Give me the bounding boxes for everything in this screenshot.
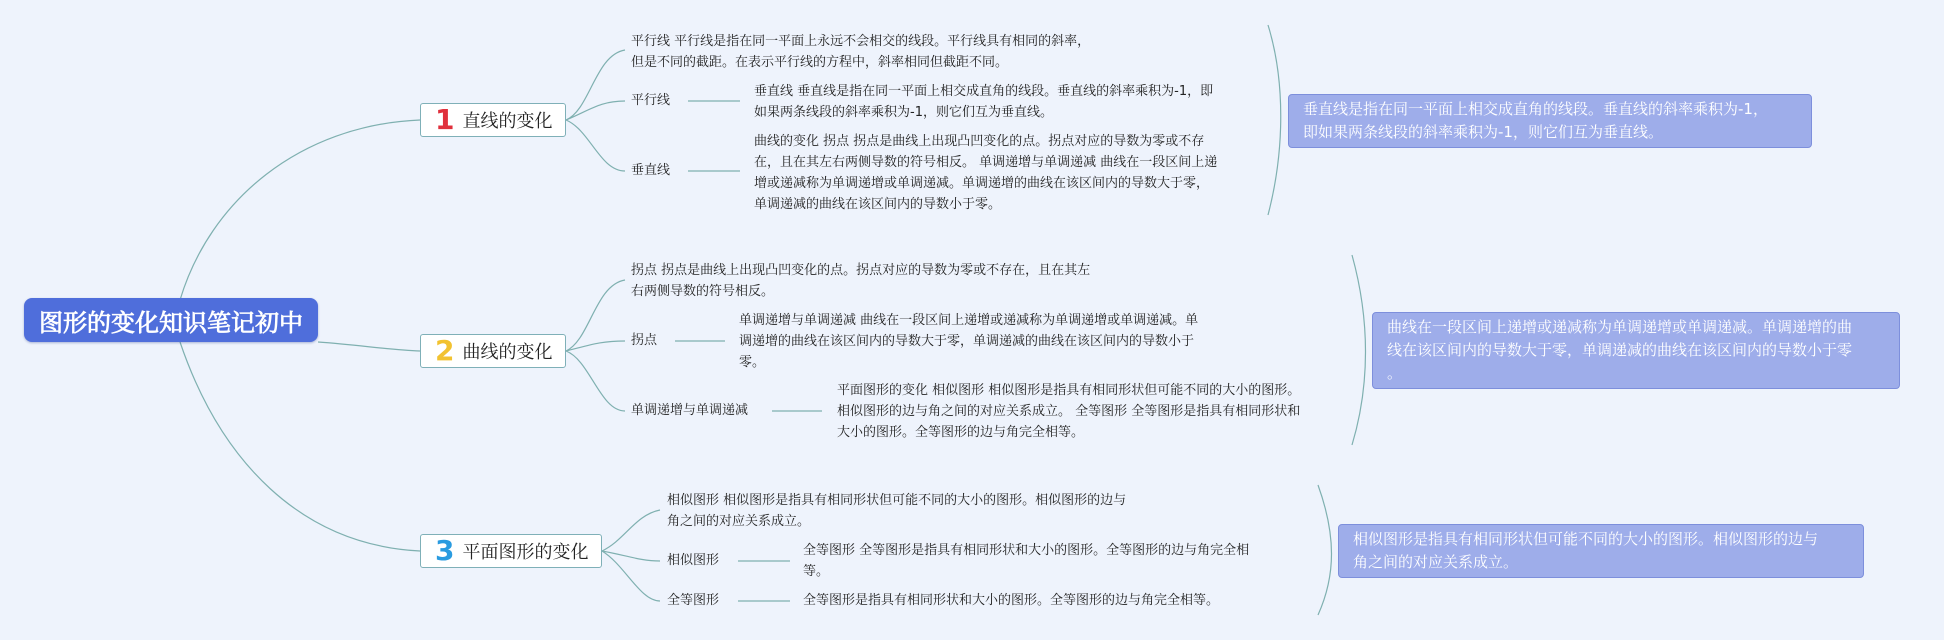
branch-2-item-2-label: 单调递增与单调递减 xyxy=(631,403,749,418)
connector-b3-item1 xyxy=(602,551,660,561)
connector-b1-item1 xyxy=(566,101,625,120)
branch-node-1[interactable] xyxy=(420,103,566,137)
connector-b1-top xyxy=(566,50,625,120)
branch-2-top-text: 拐点 拐点是曲线上出现凸凹变化的点。拐点对应的导数为零或不存在，且在其左 右两侧导数的符号相反。 xyxy=(631,263,1091,299)
branch-3-top-text: 相似图形 相似图形是指具有相同形状但可能不同的大小的图形。相似图形的边与 角之间的对应关系成立。 xyxy=(667,493,1127,529)
branch-label-3: 平面图形的变化 xyxy=(462,542,589,563)
branch-3-item-1-text: 全等图形 全等图形是指具有相同形状和大小的图形。全等图形的边与角完全相 等。 xyxy=(803,543,1250,579)
branch-3-item-2-label: 全等图形 xyxy=(667,593,720,608)
summary-box-2[interactable]: 曲线在一段区间上递增或递减称为单调递增或单调递减。单调递增的曲 线在该区间内的导数大于零，单调递减的曲线在该区间内的导数小于零 。 xyxy=(1372,312,1900,389)
summary-box-1[interactable]: 垂直线是指在同一平面上相交成直角的线段。垂直线的斜率乘积为-1， 即如果两条线段的斜率乘积为-1，则它们互为垂直线。 xyxy=(1288,94,1812,148)
connector-root-branch-1 xyxy=(180,120,420,300)
connector-b2-top xyxy=(566,280,625,351)
branch-label-2: 曲线的变化 xyxy=(462,342,553,363)
connector-b1-item2 xyxy=(566,120,625,171)
branch-3-item-1-label: 相似图形 xyxy=(667,553,720,568)
bracket-summary-3 xyxy=(1318,485,1332,615)
branch-2-item-1-label: 拐点 xyxy=(631,333,658,348)
connector-b2-item2 xyxy=(566,351,625,411)
branch-1-item-2-label: 垂直线 xyxy=(631,163,671,178)
bracket-summary-2 xyxy=(1352,255,1366,445)
branch-number-3: 3 xyxy=(435,534,455,567)
branch-number-1: 1 xyxy=(435,103,455,136)
branch-node-3[interactable] xyxy=(420,534,602,568)
connector-b3-item2 xyxy=(602,551,660,601)
branch-1-item-1-text: 垂直线 垂直线是指在同一平面上相交成直角的线段。垂直线的斜率乘积为-1，即 如果两条线段的斜率乘积为-1，则它们互为垂直线。 xyxy=(754,84,1214,120)
summary-box-3[interactable]: 相似图形是指具有相同形状但可能不同的大小的图形。相似图形的边与 角之间的对应关系成立。 xyxy=(1338,524,1864,578)
branch-2-item-1-text: 单调递增与单调递减 曲线在一段区间上递增或递减称为单调递增或单调递减。单 调递增的曲线在该区间内的导数大于零，单调递减的曲线在该区间内的导数小于 零。 xyxy=(739,313,1199,370)
bracket-summary-1 xyxy=(1268,25,1281,215)
branch-node-2[interactable] xyxy=(420,334,566,368)
branch-1-top-text: 平行线 平行线是指在同一平面上永远不会相交的线段。平行线具有相同的斜率， 但是不同的截距。在表示平行线的方程中，斜率相同但截距不同。 xyxy=(631,34,1091,70)
branch-1-item-1-label: 平行线 xyxy=(631,93,671,108)
root-node[interactable] xyxy=(24,298,318,342)
branch-1-item-2-text: 曲线的变化 拐点 拐点是曲线上出现凸凹变化的点。拐点对应的导数为零或不存 在，且在其左右两侧导数的符号相反。 单调递增与单调递减 曲线在一段区间上递 增或递减称为单调递增或单调递减。单调递增的曲线在该区间内的导数大于零， 单调递减的曲线在该区间内的导数小于零。 xyxy=(754,134,1218,212)
connector-root-branch-2 xyxy=(318,342,420,351)
branch-label-1: 直线的变化 xyxy=(462,111,553,132)
root-title: 图形的变化知识笔记初中 xyxy=(39,308,303,337)
connector-b2-item1 xyxy=(566,341,625,351)
branch-3-item-2-text: 全等图形是指具有相同形状和大小的图形。全等图形的边与角完全相等。 xyxy=(803,593,1220,608)
branch-number-2: 2 xyxy=(435,334,455,367)
connector-b3-top xyxy=(602,510,660,551)
connector-root-branch-3 xyxy=(180,342,420,551)
branch-2-item-2-text: 平面图形的变化 相似图形 相似图形是指具有相同形状但可能不同的大小的图形。 相似图形的边与角之间的对应关系成立。 全等图形 全等图形是指具有相同形状和 大小的图形。全等图形的边与角完全相等。 xyxy=(837,383,1301,440)
